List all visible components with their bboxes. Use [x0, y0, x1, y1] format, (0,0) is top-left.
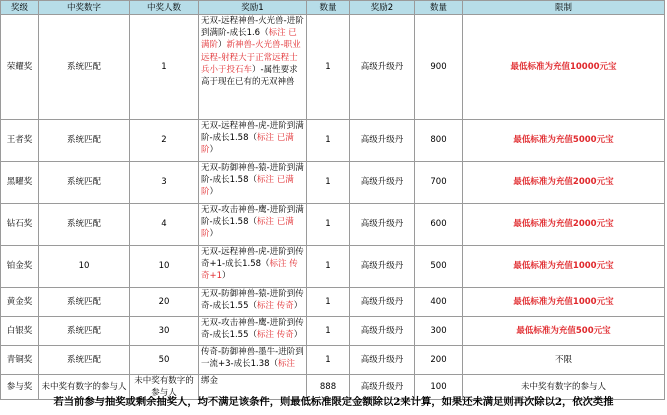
reward1-qty-cell: 1	[307, 162, 350, 204]
winner-count-cell: 50	[130, 346, 199, 375]
header-cell: 奖励2	[350, 1, 415, 15]
reward2-cell: 高级升级丹	[350, 346, 415, 375]
reward-note: 标注 已满阶	[201, 217, 294, 240]
winner-count-cell: 2	[130, 120, 199, 162]
prize-level-cell: 白银奖	[1, 317, 39, 346]
limit-cell: 最低标准为充值500元宝	[463, 317, 665, 346]
winning-number-cell: 系统匹配	[39, 15, 130, 120]
reward-text: 无双-远程神兽-虎-进阶到满阶-成长1.58（	[201, 121, 304, 144]
limit-cell: 最低标准为充值1000元宝	[463, 288, 665, 317]
reward2-qty-cell: 600	[415, 204, 463, 246]
winning-number-cell: 系统匹配	[39, 162, 130, 204]
winner-count-cell: 4	[130, 204, 199, 246]
reward-text: 绑金	[201, 376, 219, 386]
reward-note: 标注	[278, 359, 296, 370]
reward-text: 传奇-防御神兽-墨牛-进阶到一流+3-成长1.38（	[201, 347, 304, 370]
limit-cell: 最低标准为充值5000元宝	[463, 120, 665, 162]
reward1-cell	[199, 246, 307, 288]
header-cell: 中奖人数	[130, 1, 199, 15]
reward-text: ）-属性要求高于现在已有的无双神兽	[201, 64, 298, 88]
reward-text: ）	[293, 330, 303, 341]
winning-number-cell: 10	[39, 246, 130, 288]
reward-text: ）	[209, 229, 219, 240]
reward1-cell	[199, 15, 307, 120]
reward2-cell: 高级升级丹	[350, 246, 415, 288]
reward-text: ）	[293, 301, 303, 312]
table-row	[1, 120, 665, 162]
winning-number-cell: 系统匹配	[39, 346, 130, 375]
reward2-cell: 高级升级丹	[350, 317, 415, 346]
winner-count-cell: 1	[130, 15, 199, 120]
reward1-qty-cell: 1	[307, 288, 350, 317]
header-cell: 数量	[307, 1, 350, 15]
limit-cell: 不限	[463, 346, 665, 375]
reward-note: 标注 已满阶	[201, 175, 294, 198]
reward-text: 无双-远程神兽-虎-进阶到传奇+1-成长1.58（	[201, 247, 304, 270]
reward2-cell: 高级升级丹	[350, 288, 415, 317]
limit-cell: 最低标准为充值2000元宝	[463, 162, 665, 204]
reward1-cell	[199, 346, 307, 375]
reward1-cell	[199, 162, 307, 204]
winning-number-cell: 系统匹配	[39, 120, 130, 162]
winner-count-cell: 3	[130, 162, 199, 204]
footnote: 若当前参与抽奖或剩余抽奖人，均不满足该条件，则最低标准限定金额除以2来计算，如果还未满足则再次除以2，依次类推	[53, 396, 614, 408]
winner-count-cell: 30	[130, 317, 199, 346]
table-row	[1, 288, 665, 317]
reward2-cell: 高级升级丹	[350, 120, 415, 162]
table-row	[1, 317, 665, 346]
reward-note: 新神兽-火光兽-职业远程-射程大于正常远程士兵小于投石车	[201, 40, 301, 75]
reward-note: 标注 已满阶	[201, 133, 294, 156]
prize-level-cell: 黄金奖	[1, 288, 39, 317]
table-row	[1, 15, 665, 120]
table-row	[1, 162, 665, 204]
reward-note: 标注 已满阶	[201, 28, 297, 51]
limit-cell: 最低标准为充值10000元宝	[463, 15, 665, 120]
reward1-qty-cell: 888	[307, 375, 350, 400]
reward2-qty-cell: 800	[415, 120, 463, 162]
prize-level-cell: 王者奖	[1, 120, 39, 162]
limit-cell: 最低标准为充值1000元宝	[463, 246, 665, 288]
prize-level-cell: 荣耀奖	[1, 15, 39, 120]
reward1-qty-cell: 1	[307, 15, 350, 120]
winning-number-cell: 系统匹配	[39, 204, 130, 246]
reward-text: ）	[209, 187, 219, 198]
table-row	[1, 246, 665, 288]
reward-note: 标注 传奇	[257, 330, 294, 341]
prize-level-cell: 参与奖	[1, 375, 39, 400]
header-cell: 奖级	[1, 1, 39, 15]
reward2-qty-cell: 700	[415, 162, 463, 204]
reward2-qty-cell: 100	[415, 375, 463, 400]
reward-note: 标注 传奇	[257, 301, 294, 312]
limit-cell: 最低标准为充值2000元宝	[463, 204, 665, 246]
reward1-qty-cell: 1	[307, 317, 350, 346]
winner-count-cell: 10	[130, 246, 199, 288]
reward2-qty-cell: 200	[415, 346, 463, 375]
reward2-qty-cell: 500	[415, 246, 463, 288]
prize-level-cell: 钻石奖	[1, 204, 39, 246]
header-cell: 数量	[415, 1, 463, 15]
reward1-cell	[199, 204, 307, 246]
winning-number-cell: 系统匹配	[39, 288, 130, 317]
reward1-qty-cell: 1	[307, 120, 350, 162]
reward2-qty-cell: 900	[415, 15, 463, 120]
header-row	[1, 1, 665, 15]
reward1-cell	[199, 288, 307, 317]
prize-level-cell: 青铜奖	[1, 346, 39, 375]
limit-cell: 未中奖有数字的参与人	[463, 375, 665, 400]
reward-note: 标注 传奇+1	[201, 259, 298, 282]
reward-text: 无双-防御神兽-猿-进阶到满阶-成长1.58（	[201, 163, 304, 186]
header-cell: 限制	[463, 1, 665, 15]
header-cell: 奖励1	[199, 1, 307, 15]
reward1-qty-cell: 1	[307, 346, 350, 375]
reward2-qty-cell: 300	[415, 317, 463, 346]
reward-text: ）	[209, 145, 219, 156]
reward-text: ）	[222, 271, 231, 282]
reward2-cell: 高级升级丹	[350, 15, 415, 120]
reward1-cell	[199, 120, 307, 162]
reward2-cell: 高级升级丹	[350, 204, 415, 246]
header-cell: 中奖数字	[39, 1, 130, 15]
winning-number-cell: 系统匹配	[39, 317, 130, 346]
reward-text: 无双-攻击神兽-鹰-进阶到传奇-成长1.55（	[201, 318, 304, 341]
reward1-qty-cell: 1	[307, 246, 350, 288]
reward-text: 无双-远程神兽-火光兽-进阶到满阶-成长1.6（	[201, 16, 304, 39]
reward-text: ）	[218, 40, 227, 51]
reward2-cell: 高级升级丹	[350, 162, 415, 204]
prize-level-cell: 黑曜奖	[1, 162, 39, 204]
reward1-qty-cell: 1	[307, 204, 350, 246]
table-row	[1, 204, 665, 246]
winner-count-cell: 未中奖有数字的参与人	[130, 375, 199, 400]
prize-level-cell: 铂金奖	[1, 246, 39, 288]
reward-text: 无双-防御神兽-猿-进阶到传奇-成长1.55（	[201, 289, 304, 312]
winning-number-cell: 未中奖有数字的参与人	[39, 375, 130, 400]
reward2-qty-cell: 400	[415, 288, 463, 317]
winner-count-cell: 20	[130, 288, 199, 317]
table-row	[1, 346, 665, 375]
reward-text: 无双-攻击神兽-鹰-进阶到满阶-成长1.58（	[201, 205, 304, 228]
reward1-cell	[199, 317, 307, 346]
reward2-cell: 高级升级丹	[350, 375, 415, 400]
